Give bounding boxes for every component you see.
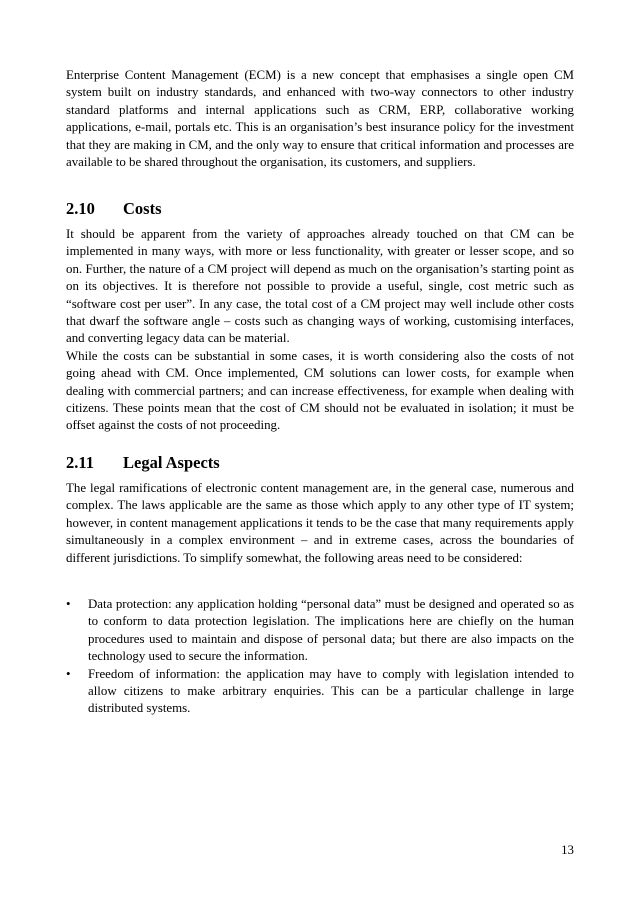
intro-section	[66, 67, 574, 171]
costs-heading	[66, 199, 574, 219]
costs-paragraph-1: It should be apparent from the variety of approaches already touched on that CM can be implemented in many ways, with more or less functionality, with greater or lesser scope, and so on. Further, the nature of a CM project will depend as much on the organisation’s starting point as on its objectives. It is therefore not possible to provide a useful, single, cost metric such as “software cost per user”. In any case, the total cost of a CM project may well include other costs that dwarf the software angle – costs such as changing ways of working, customising interfaces, and converting legacy data can be material.	[66, 227, 574, 346]
section-title: Legal Aspects	[123, 453, 220, 472]
list-item	[66, 666, 574, 718]
page-number: 13	[561, 843, 574, 857]
bullet-marker: •	[66, 597, 71, 611]
costs-paragraph-2: While the costs can be substantial in some cases, it is worth considering also the costs of not going ahead with CM. Once implemented, CM solutions can lower costs, for example when dealing with commercial partners; and can increase effectiveness, for example when dealing with citizens. These points mean that the cost of CM should not be evaluated in isolation; it must be offset against the costs of not proceeding.	[66, 348, 574, 433]
section-heading-costs	[66, 199, 574, 219]
section-number: 2.11	[66, 453, 94, 472]
bullet-list	[66, 596, 574, 718]
intro-paragraph: Enterprise Content Management (ECM) is a new concept that emphasises a single open CM system built on industry standards, and enhanced with two-way connectors to other industry standard platforms and internal applications such as CRM, ERP, collaborative working applications, e-mail, portals etc. This is an organisation’s best insurance policy for the investment that they are making in CM, and the only way to ensure that critical information and processes are available to be shared throughout the organisation, its customers, and suppliers.	[66, 68, 574, 170]
legal-paragraph-1: The legal ramifications of electronic content management are, in the general case, numerous and complex. The laws applicable are the same as those which apply to any other type of IT system; however, in content management applications it tends to be the case that many requirements apply simultaneously in a complex environment – and in extreme cases, across the boundaries of different jurisdictions. To simplify somewhat, the following areas need to be considered:	[66, 481, 574, 565]
list-item	[66, 596, 574, 666]
section-number: 2.10	[66, 199, 95, 218]
section-heading-legal	[66, 453, 574, 473]
section-title: Costs	[123, 199, 162, 218]
legal-heading	[66, 453, 574, 473]
costs-section	[66, 226, 574, 435]
bullet-text: Data protection: any application holding “personal data” must be designed and operated so as to conform to data protection legislation. The implications here are chiefly on the human procedures used to maintain and dispose of personal data; but there are also impacts on the technology used to secure the information.	[88, 597, 574, 664]
legal-bullets	[66, 596, 574, 718]
bullet-text: Freedom of information: the application may have to comply with legislation intended to allow citizens to make arbitrary enquiries. This can be a particular challenge in large distributed systems.	[88, 666, 574, 716]
bullet-marker: •	[66, 666, 71, 681]
legal-section	[66, 480, 574, 567]
